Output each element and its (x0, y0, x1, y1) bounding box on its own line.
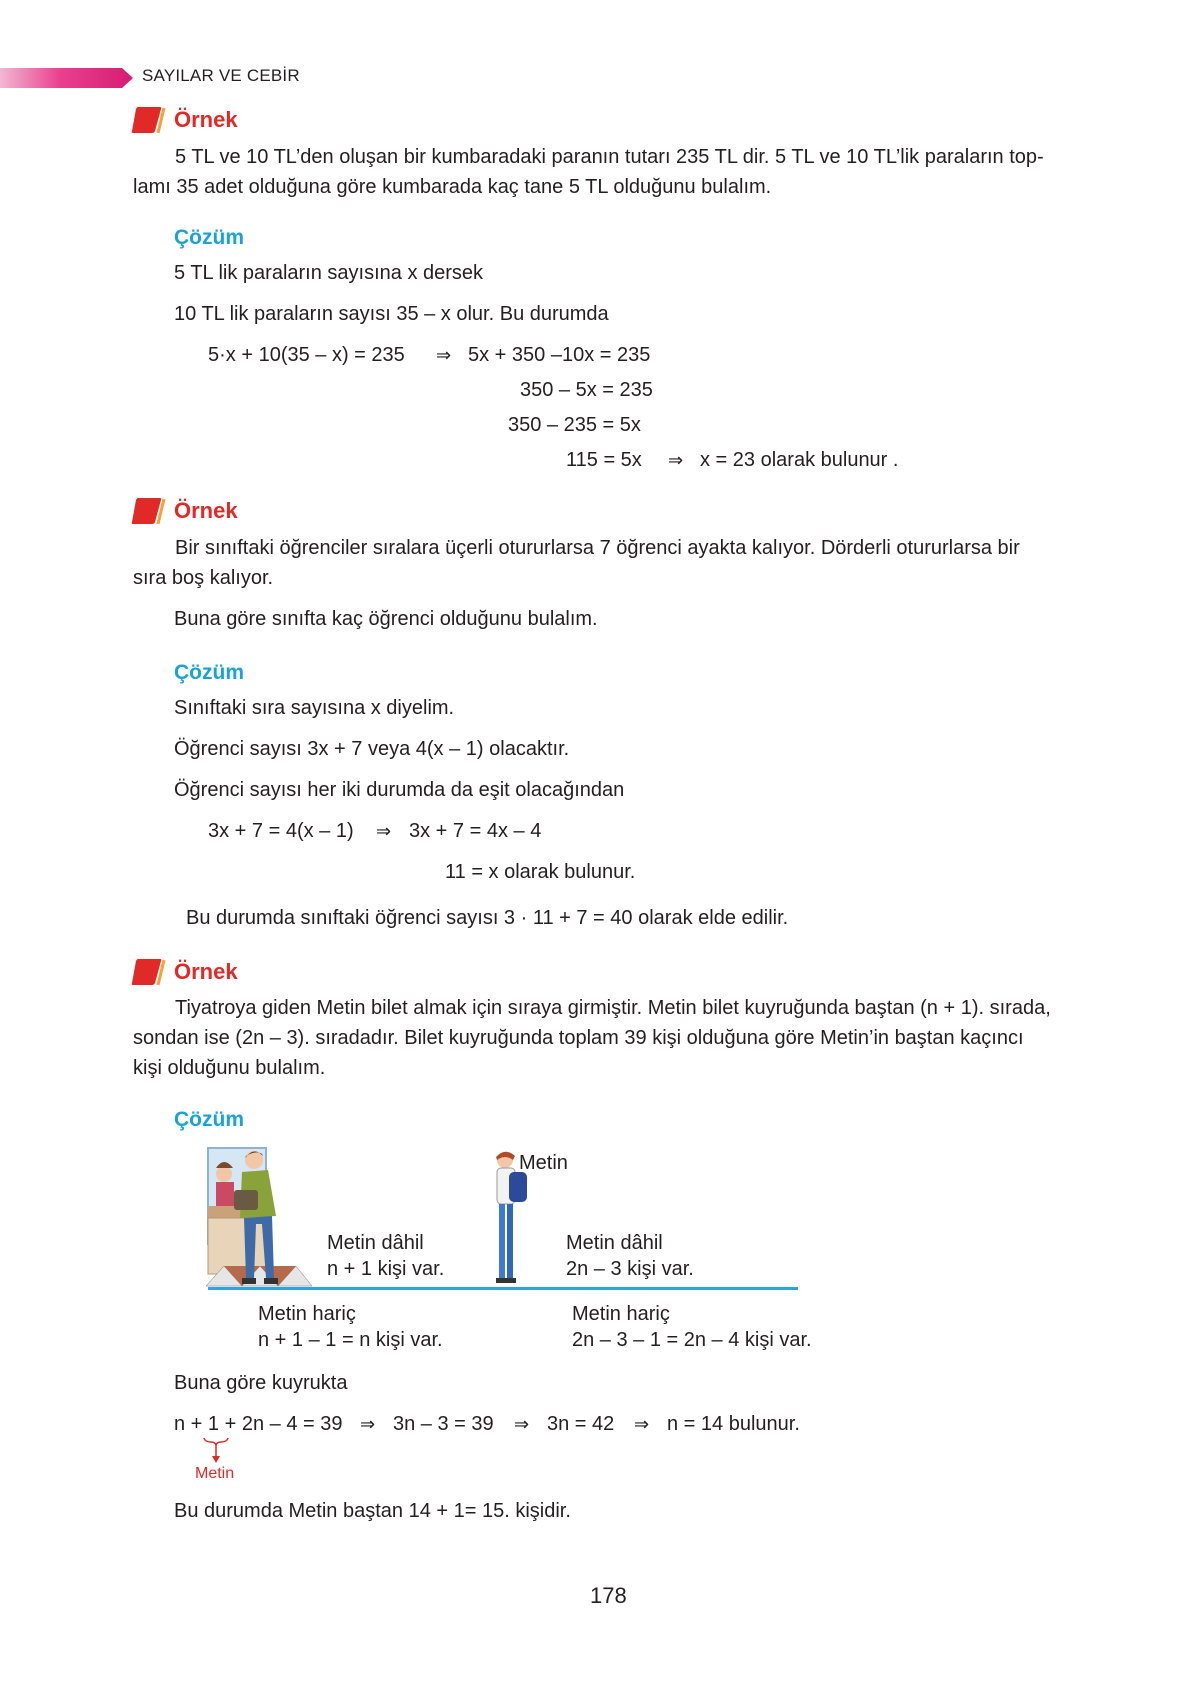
example-2-solution-title: Çözüm (174, 661, 244, 684)
example-3-problem-line3: kişi olduğunu bulalım. (133, 1057, 326, 1079)
example-3-problem-line1: Tiyatroya giden Metin bilet almak için sıraya girmiştir. Metin bilet kuyruğunda baştan (n + 1). sırada, (175, 997, 1051, 1019)
implies-arrow: ⇒ (360, 1414, 376, 1435)
implies-arrow: ⇒ (668, 450, 684, 471)
example-3-equation-a: n + 1 + 2n – 4 = 39 (174, 1413, 343, 1435)
example-2-solution-line1: Sınıftaki sıra sayısına x diyelim. (174, 697, 455, 719)
right-excluded-count: 2n – 3 – 1 = 2n – 4 kişi var. (572, 1329, 812, 1351)
example-1-problem-line2: lamı 35 adet olduğuna göre kumbarada kaç tane 5 TL olduğunu bulalım. (133, 176, 772, 198)
example-3-solution-title: Çözüm (174, 1108, 244, 1131)
example-3-title: Örnek (174, 959, 238, 984)
left-included-count: n + 1 kişi var. (327, 1258, 445, 1280)
example-1-equation-1-left: 5·x + 10(35 – x) = 235 (208, 344, 405, 366)
right-included-label: Metin dâhil (566, 1232, 663, 1254)
right-excluded-label: Metin hariç (572, 1303, 670, 1325)
example-1-title: Örnek (174, 107, 238, 132)
implies-arrow: ⇒ (376, 821, 392, 842)
example-2-title: Örnek (174, 498, 238, 523)
example-1-equation-4-right: x = 23 olarak bulunur . (700, 449, 899, 471)
example-2-problem (133, 533, 1079, 593)
left-excluded-count: n + 1 – 1 = n kişi var. (258, 1329, 443, 1351)
example-1-problem-line1: 5 TL ve 10 TL’den oluşan bir kumbaradaki paranın tutarı 235 TL dir. 5 TL ve 10 TL’lik paraların top- (175, 146, 1044, 168)
example-1-equation-2: 350 – 5x = 235 (520, 379, 653, 401)
example-marker-icon (131, 497, 169, 525)
example-2-problem-line2: sıra boş kalıyor. (133, 567, 274, 589)
example-2-equation-1-right: 3x + 7 = 4x – 4 (409, 820, 542, 842)
example-1-solution-line2: 10 TL lik paraların sayısı 35 – x olur. Bu durumda (174, 303, 609, 325)
metin-label: Metin (519, 1152, 568, 1174)
example-3-problem-line2: sondan ise (2n – 3). sıradadır. Bilet kuyruğunda toplam 39 kişi olduğuna göre Metin’in baştan kaçıncı (133, 1027, 1024, 1049)
example-2-solution-line2: Öğrenci sayısı 3x + 7 veya 4(x – 1) olacaktır. (174, 738, 570, 760)
example-2-conclusion: Bu durumda sınıftaki öğrenci sayısı 3 · 11 + 7 = 40 olarak elde edilir. (186, 907, 789, 929)
example-marker-icon (131, 958, 169, 986)
section-title: SAYILAR VE CEBİR (142, 66, 300, 85)
metin-term: 1 (207, 1413, 220, 1435)
example-2-problem-line1: Bir sınıftaki öğrenciler sıralara üçerli otururlarsa 7 öğrenci ayakta kalıyor. Dörderli otururlarsa bir (175, 537, 1020, 559)
example-2-equation-1-left: 3x + 7 = 4(x – 1) (208, 820, 354, 842)
left-included-label: Metin dâhil (327, 1232, 424, 1254)
brace-arrow-icon (201, 1436, 231, 1464)
implies-arrow: ⇒ (436, 345, 452, 366)
right-included-count: 2n – 3 kişi var. (566, 1258, 694, 1280)
example-3-equation-b: 3n – 3 = 39 (393, 1413, 494, 1435)
example-1-problem (133, 142, 1079, 202)
implies-arrow: ⇒ (634, 1414, 650, 1435)
example-1-solution-title: Çözüm (174, 226, 244, 249)
example-3-equation-d: n = 14 bulunur. (667, 1413, 800, 1435)
left-excluded-label: Metin hariç (258, 1303, 356, 1325)
example-3-equation-c: 3n = 42 (547, 1413, 615, 1435)
example-2-equation-2: 11 = x olarak bulunur. (445, 861, 636, 883)
example-3-solution-line1: Buna göre kuyrukta (174, 1372, 348, 1394)
example-1-equation-1-right: 5x + 350 –10x = 235 (468, 344, 651, 366)
example-1-solution-line1: 5 TL lik paraların sayısına x dersek (174, 262, 484, 284)
example-2-solution-line3: Öğrenci sayısı her iki durumda da eşit olacağından (174, 779, 625, 801)
ticket-booth-illustration (206, 1146, 312, 1290)
implies-arrow: ⇒ (514, 1414, 530, 1435)
example-marker-icon (131, 106, 169, 134)
example-1-equation-4-left: 115 = 5x (566, 449, 642, 471)
header-accent-bar (0, 68, 133, 88)
example-1-equation-3: 350 – 235 = 5x (508, 414, 641, 436)
example-3-problem (133, 993, 1079, 1083)
example-3-conclusion: Bu durumda Metin baştan 14 + 1= 15. kişidir. (174, 1500, 571, 1522)
example-2-problem-line3: Buna göre sınıfta kaç öğrenci olduğunu bulalım. (174, 608, 598, 630)
queue-line (208, 1287, 798, 1290)
metin-annotation: Metin (195, 1465, 235, 1482)
page-number: 178 (590, 1583, 627, 1608)
